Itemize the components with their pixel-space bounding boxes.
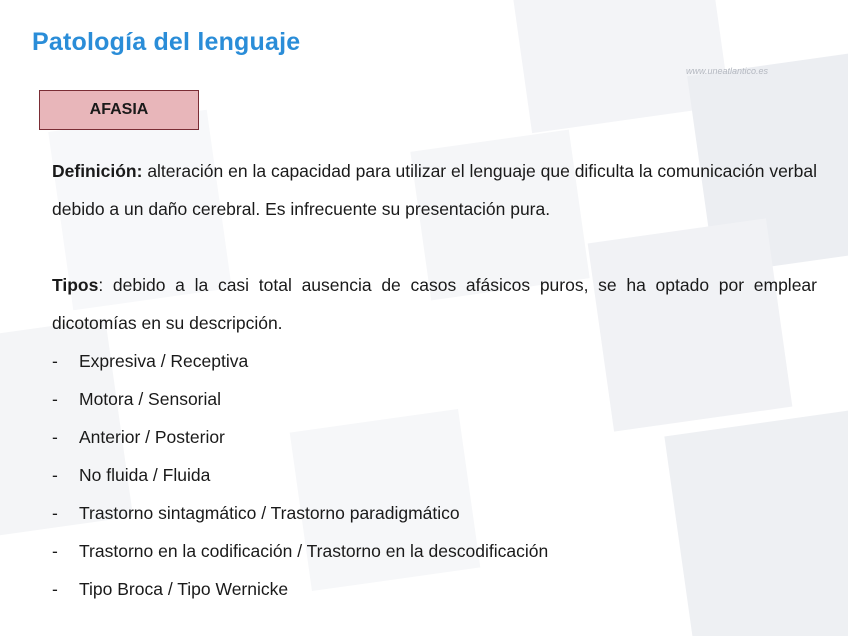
list-item-text: Trastorno en la codificación / Trastorno en la descodificación xyxy=(79,541,549,561)
list-item-text: No fluida / Fluida xyxy=(79,465,211,485)
slide-title: Patología del lenguaje xyxy=(32,28,301,56)
definition-text: alteración en la capacidad para utilizar el lenguaje que dificulta la comunicación verbal debido a un daño cerebral. Es infrecuente su presentación pura. xyxy=(52,161,817,219)
bullet-dash: - xyxy=(52,427,58,447)
list-item-text: Expresiva / Receptiva xyxy=(79,351,249,371)
list-item xyxy=(52,532,817,570)
list-item xyxy=(52,456,817,494)
list-item xyxy=(52,380,817,418)
bullet-dash: - xyxy=(52,579,58,599)
bullet-dash: - xyxy=(52,503,58,523)
list-item xyxy=(52,418,817,456)
list-item-text: Motora / Sensorial xyxy=(79,389,222,409)
types-term: Tipos xyxy=(52,275,99,295)
list-item-text: Trastorno sintagmático / Trastorno paradigmático xyxy=(79,503,460,523)
types-paragraph xyxy=(52,266,817,342)
bullet-dash: - xyxy=(52,389,58,409)
list-item-text: Anterior / Posterior xyxy=(79,427,225,447)
bullet-dash: - xyxy=(52,465,58,485)
definition-paragraph xyxy=(52,152,817,228)
list-item xyxy=(52,570,817,608)
list-item xyxy=(52,342,817,380)
types-text: : debido a la casi total ausencia de casos afásicos puros, se ha optado por emplear dicotomías en su descripción. xyxy=(52,275,817,333)
definition-term: Definición: xyxy=(52,161,143,181)
section-label: AFASIA xyxy=(89,101,149,118)
slide-body xyxy=(52,152,817,608)
types-list xyxy=(52,342,817,608)
bullet-dash: - xyxy=(52,351,58,371)
bullet-dash: - xyxy=(52,541,58,561)
section-label-box xyxy=(39,90,199,130)
list-item xyxy=(52,494,817,532)
list-item-text: Tipo Broca / Tipo Wernicke xyxy=(79,579,289,599)
site-url: www.uneatlantico.es xyxy=(686,66,769,76)
